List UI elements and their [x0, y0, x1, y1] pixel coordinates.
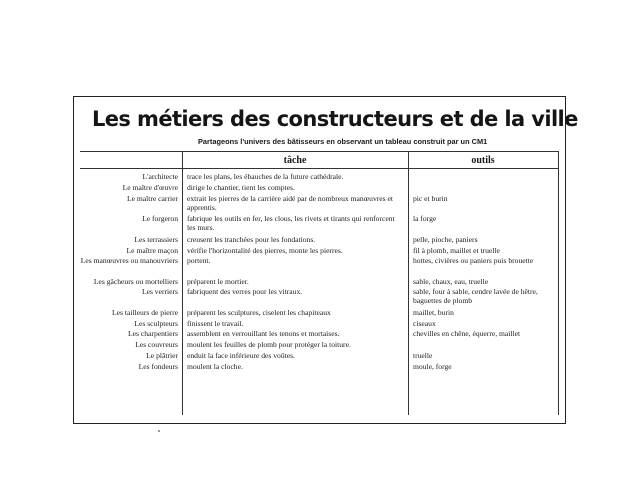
cell-tache: fabriquent des verres pour les vitraux. [187, 287, 303, 296]
cell-outils: hottes, civières ou paniers puis brouette [413, 256, 534, 265]
cell-metier: Les verriers [141, 287, 178, 296]
cell-outils: sable, four à sable, cendre lavée de hêtre, baguettes de plomb [413, 287, 538, 306]
cell-tache: extrait les pierres de la carrière aidé par de nombreux manœuvres et apprentis. [187, 194, 393, 213]
cell-tache: préparent le mortier. [187, 277, 249, 286]
cell-outils: ciseaux [413, 319, 436, 328]
cell-outils: sable, chaux, eau, truelle [413, 277, 489, 286]
cell-metier: Les tailleurs de pierre [112, 308, 178, 317]
cell-outils: moule, forge [413, 362, 452, 371]
cell-tache: enduit la face inférieure des voûtes. [187, 351, 295, 360]
cell-tache: portent. [187, 256, 211, 265]
cell-outils: la forge [413, 214, 437, 223]
table-header-rule [80, 168, 559, 169]
cell-metier: Les gâcheurs ou mortelliers [93, 277, 178, 286]
cell-metier: Le forgeron [142, 214, 178, 223]
cell-tache: dirige le chantier, tient les comptes. [187, 183, 295, 192]
column-divider-tache [182, 151, 183, 415]
cell-metier: Le maître maçon [126, 246, 178, 255]
page-title: Les métiers des constructeurs et de la ville [92, 107, 578, 131]
cell-tache: préparent les sculptures, ciselent les chapiteaux [187, 308, 331, 317]
cell-outils: truelle [413, 351, 433, 360]
cell-outils: maillet, burin [413, 308, 454, 317]
cell-metier: Les terrassiers [134, 235, 178, 244]
cell-metier: Le maître carrier [126, 194, 178, 203]
table-top-rule [80, 151, 559, 152]
cell-outils: fil à plomb, maillet et truelle [413, 246, 500, 255]
stray-dot [158, 430, 160, 432]
cell-outils: pic et burin [413, 194, 448, 203]
column-divider-right [558, 151, 559, 415]
table-header-tache: tâche [283, 155, 307, 166]
cell-metier: Les sculpteurs [134, 319, 178, 328]
cell-metier: Les fondeurs [138, 362, 178, 371]
cell-metier: Les manœuvres ou manouvriers [80, 256, 178, 265]
cell-tache: assemblent en verrouillant les tenons et mortaises. [187, 329, 340, 338]
page-subtitle: Partageons l'univers des bâtisseurs en observant un tableau construit par un CM1 [198, 137, 488, 146]
cell-tache: moulent la cloche. [187, 362, 243, 371]
cell-tache: fabrique les outils en fer, les clous, les rivets et tirants qui renforcent les murs. [187, 214, 395, 233]
cell-tache: finissent le travail. [187, 319, 244, 328]
cell-tache: creusent les tranchées pour les fondations. [187, 235, 316, 244]
cell-tache: trace les plans, les ébauches de la future cathédrale. [187, 172, 344, 181]
table-header-outils: outils [471, 155, 495, 166]
column-divider-outils [408, 151, 409, 415]
cell-outils: chevilles en chêne, équerre, maillet [413, 329, 521, 338]
cell-metier: Le maître d'œuvre [122, 183, 178, 192]
cell-metier: Le plâtrier [146, 351, 178, 360]
cell-tache: moulent les feuilles de plomb pour protéger la toiture. [187, 340, 351, 349]
cell-metier: Les charpentiers [128, 329, 178, 338]
cell-metier: L'architecte [142, 172, 178, 181]
cell-outils: pelle, pioche, paniers [413, 235, 478, 244]
cell-metier: Les couvreurs [135, 340, 178, 349]
cell-tache: vérifie l'horizontalité des pierres, monte les pierres. [187, 246, 343, 255]
